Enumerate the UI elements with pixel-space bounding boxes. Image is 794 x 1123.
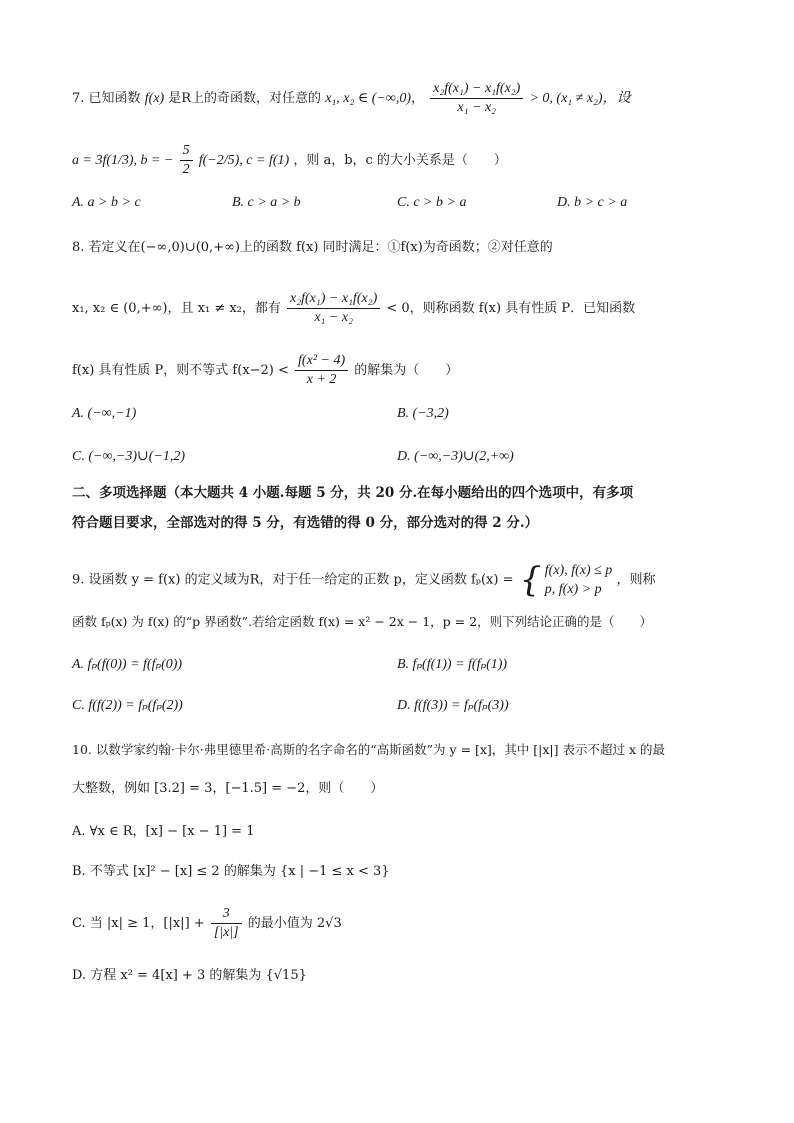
- q10-option-b[interactable]: B. 不等式 [x]² − [x] ≤ 2 的解集为 {x | −1 ≤ x < 3}: [72, 864, 390, 879]
- q7-line-2: [72, 142, 734, 179]
- q8-question: 的解集为（ ）: [354, 363, 459, 378]
- q9-option-a[interactable]: A. fₚ(f(0)) = f(fₚ(0)): [72, 657, 183, 672]
- q8-inequality-fraction: [295, 352, 348, 389]
- q10-line-2: 大整数，例如 [3.2] = 3，[−1.5] = −2，则（ ）: [72, 781, 384, 796]
- q9-line-1: [72, 561, 734, 599]
- q7-a-def: a = 3f(1/3), b = −: [72, 153, 174, 168]
- q7-line-1: 7. 已知函数 f(x) 是R上的奇函数，对任意的 x₁, x₂ ∈ (−∞,0)， $\frac{\text{x₂f(x₁) − x₁f(x₂)}}{\text{x₁ − x₂}}$ > 0, (x₁ ≠ x₂)，设: [72, 81, 631, 115]
- q10-option-a[interactable]: A. ∀x ∈ R，[x] − [x − 1] = 1: [72, 824, 255, 839]
- q9-case-1: f(x), f(x) ≤ p: [544, 563, 613, 578]
- q8-ineq-num: f(x² − 4): [295, 352, 348, 371]
- q8-option-d[interactable]: D. (−∞,−3)∪(2,+∞): [397, 449, 514, 464]
- section-2-heading-cont: 符合题目要求，全部选对的得 5 分，有选错的得 0 分，部分选对的得 2 分.）: [72, 515, 539, 531]
- q8-line-2: [72, 290, 734, 327]
- q9-piecewise: [520, 561, 613, 599]
- q8-domain: x₁, x₂ ∈ (0,+∞)，且 x₁ ≠ x₂，都有: [72, 301, 281, 316]
- q10-option-c-tail: 的最小值为 2√3: [247, 916, 342, 931]
- q9-option-c[interactable]: C. f(f(2)) = fₚ(fₚ(2)): [72, 698, 183, 713]
- q7-domain: x₁, x₂ ∈ (−∞,0): [325, 91, 411, 106]
- q9-brace: {: [519, 560, 542, 600]
- q9-option-d[interactable]: D. f(f(3)) = fₚ(fₚ(3)): [397, 698, 509, 713]
- q7-fx: f(x): [144, 91, 165, 106]
- q7-option-c[interactable]: C. c > b > a: [397, 195, 467, 210]
- q8-line-1: 8. 若定义在(−∞,0)∪(0,+∞)上的函数 f(x) 同时满足：①f(x)为奇函数；②对任意的: [72, 240, 553, 255]
- q7-bc-def: f(−2/5), c = f(1): [198, 153, 290, 168]
- q8-fraction-denominator: x₁ − x₂: [314, 310, 353, 325]
- q7-fraction-denominator: x₁ − x₂: [457, 100, 497, 115]
- q10-c-num: 3: [211, 905, 242, 924]
- q7-option-b[interactable]: B. c > a > b: [232, 195, 301, 210]
- q7-fraction-numerator: x₂f(x₁) − x₁f(x₂): [430, 80, 523, 99]
- q7-question: ，则 a，b，c 的大小关系是（ ）: [293, 153, 507, 168]
- q10-option-c-fraction: [211, 905, 242, 942]
- q7-option-d[interactable]: D. b > c > a: [557, 195, 628, 210]
- q7-text: 7. 已知函数: [72, 91, 141, 106]
- q9-case-2: p, f(x) > p: [544, 582, 602, 597]
- q8-fraction: [287, 290, 380, 327]
- q7-fraction: [430, 80, 523, 117]
- q8-line-3: [72, 352, 734, 389]
- q10-line-1: 10. 以数学家约翰·卡尔·弗里德里希·高斯的名字命名的“高斯函数”为 y = [x]，其中 [|x|] 表示不超过 x 的最: [72, 742, 665, 757]
- q9-option-b[interactable]: B. fₚ(f(1)) = f(fₚ(1)): [397, 657, 508, 672]
- q10-option-c-text: C. 当 |x| ≥ 1，[|x|] +: [72, 916, 205, 931]
- q9-definition: 9. 设函数 y = f(x) 的定义域为R，对于任一给定的正数 p，定义函数 fₚ(x) =: [72, 572, 514, 588]
- q7-b-num: 5: [180, 142, 193, 161]
- q8-option-b[interactable]: B. (−3,2): [397, 406, 449, 421]
- q8-fraction-numerator: x₂f(x₁) − x₁f(x₂): [287, 290, 380, 309]
- q7-b-fraction: [180, 142, 193, 179]
- q7-b-den: 2: [182, 162, 190, 177]
- q10-c-den: [|x|]: [213, 925, 239, 940]
- section-2-heading: 二、多项选择题（本大题共 4 小题.每题 5 分，共 20 分.在每小题给出的四个选项中，有多项: [72, 485, 634, 501]
- q8-ineq-den: x + 2: [306, 372, 337, 387]
- q7-option-a[interactable]: A. a > b > c: [72, 195, 141, 210]
- q9-text-end: ，则称: [616, 572, 656, 588]
- q9-line-2: 函数 fₚ(x) 为 f(x) 的“p 界函数”.若给定函数 f(x) = x² − 2x − 1，p = 2，则下列结论正确的是（ ）: [72, 614, 653, 629]
- q8-option-a[interactable]: A. (−∞,−1): [72, 406, 137, 421]
- q8-inequality: f(x) 具有性质 P，则不等式 f(x−2) <: [72, 363, 289, 378]
- q8-option-c[interactable]: C. (−∞,−3)∪(−1,2): [72, 449, 186, 464]
- q7-text-mid: 是R上的奇函数，对任意的: [168, 91, 322, 106]
- q8-property: < 0，则称函数 f(x) 具有性质 P．已知函数: [386, 301, 636, 316]
- q10-option-d[interactable]: D. 方程 x² = 4[x] + 3 的解集为 {√15}: [72, 968, 307, 983]
- q10-option-c[interactable]: [72, 905, 342, 942]
- q7-condition: > 0, (x₁ ≠ x₂)，设: [529, 91, 631, 106]
